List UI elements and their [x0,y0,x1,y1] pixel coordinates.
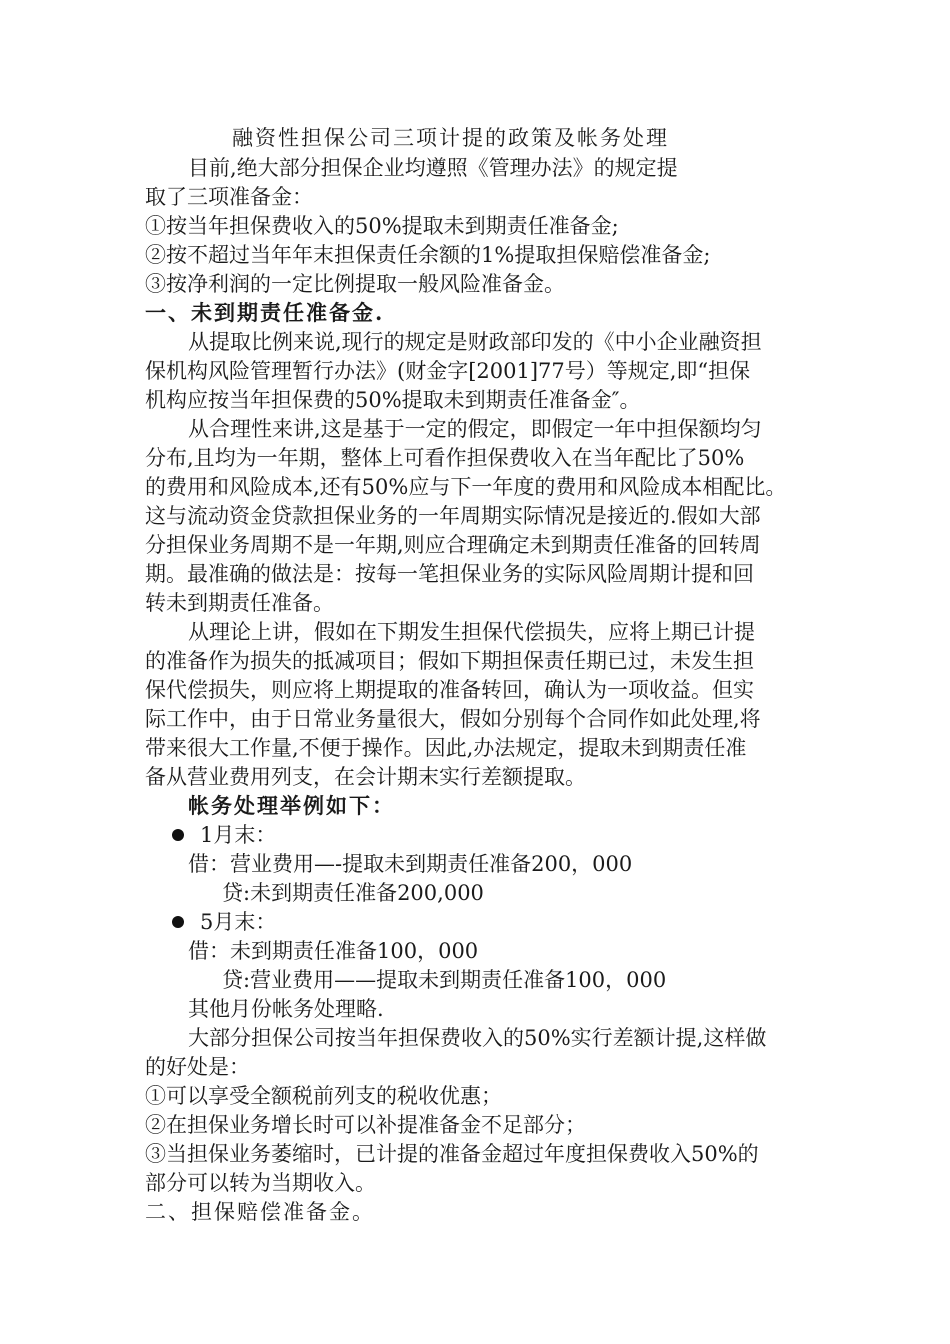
paragraph-line: 保代偿损失，则应将上期提取的准备转回，确认为一项收益。但实 [145,678,754,702]
list-item: ①按当年担保费收入的50%提取未到期责任准备金; [145,214,619,238]
list-item: ③按净利润的一定比例提取一般风险准备金。 [145,272,565,296]
journal-entry-debit: 借：未到期责任准备100，000 [188,939,479,963]
list-item: ①可以享受全额税前列支的税收优惠； [145,1084,502,1108]
paragraph-line: 转未到期责任准备。 [145,591,334,615]
paragraph-line: 从提取比例来说,现行的规定是财政部印发的《中小企业融资担 [188,330,762,354]
bullet-label: 5月末： [200,910,277,934]
paragraph-line: 大部分担保公司按当年担保费收入的50%实行差额计提,这样做 [188,1026,767,1050]
subsection-heading: 帐务处理举例如下： [188,793,395,818]
paragraph-line: 的准备作为损失的抵减项目；假如下期担保责任期已过，未发生担 [145,649,754,673]
page-title: 融资性担保公司三项计提的政策及帐务处理 [232,126,669,150]
paragraph-line: 分担保业务周期不是一年期,则应合理确定未到期责任准备的回转周 [145,533,761,557]
paragraph-line: 保机构风险管理暂行办法》(财金字[2001]77号）等规定,即“担保 [145,359,751,383]
paragraph-line: 从合理性来讲,这是基于一定的假定，即假定一年中担保额均匀 [188,417,762,441]
list-item: ③当担保业务萎缩时，已计提的准备金超过年度担保费收入50%的 [145,1142,759,1166]
paragraph-line: 其他月份帐务处理略. [188,997,384,1021]
section-heading: 一、未到期责任准备金. [145,300,385,325]
paragraph-line: 分布,且均为一年期，整体上可看作担保费收入在当年配比了50% [145,446,745,470]
journal-entry-credit: 贷:营业费用——提取未到期责任准备100，000 [222,968,667,992]
paragraph-line: 这与流动资金贷款担保业务的一年周期实际情况是接近的.假如大部 [145,504,761,528]
bullet-icon [172,829,184,841]
section-heading: 二、担保赔偿准备金。 [145,1200,375,1224]
journal-entry-credit: 贷:未到期责任准备200,000 [222,881,484,905]
list-item: ②按不超过当年年末担保责任余额的1%提取担保赔偿准备金; [145,243,711,267]
bullet-item [172,821,276,849]
bullet-icon [172,916,184,928]
bullet-item [172,908,276,936]
paragraph-line: 际工作中，由于日常业务量很大，假如分别每个合同作如此处理,将 [145,707,761,731]
paragraph-line: 从理论上讲，假如在下期发生担保代偿损失，应将上期已计提 [188,620,755,644]
paragraph-line: 备从营业费用列支，在会计期末实行差额提取。 [145,765,586,789]
list-item: ②在担保业务增长时可以补提准备金不足部分； [145,1113,586,1137]
paragraph-line: 带来很大工作量,不便于操作。因此,办法规定，提取未到期责任准 [145,736,747,760]
journal-entry-debit: 借：营业费用—-提取未到期责任准备200，000 [188,852,633,876]
paragraph-line: 取了三项准备金： [145,185,313,209]
paragraph-line: 目前,绝大部分担保企业均遵照《管理办法》的规定提 [188,156,678,180]
paragraph-line: 部分可以转为当期收入。 [145,1171,376,1195]
paragraph-line: 的费用和风险成本,还有50%应与下一年度的费用和风险成本相配比。 [145,475,787,499]
paragraph-line: 期。最准确的做法是：按每一笔担保业务的实际风险周期计提和回 [145,562,754,586]
bullet-label: 1月末： [200,823,277,847]
paragraph-line: 机构应按当年担保费的50%提取未到期责任准备金″。 [145,388,641,412]
paragraph-line: 的好处是： [145,1055,250,1079]
